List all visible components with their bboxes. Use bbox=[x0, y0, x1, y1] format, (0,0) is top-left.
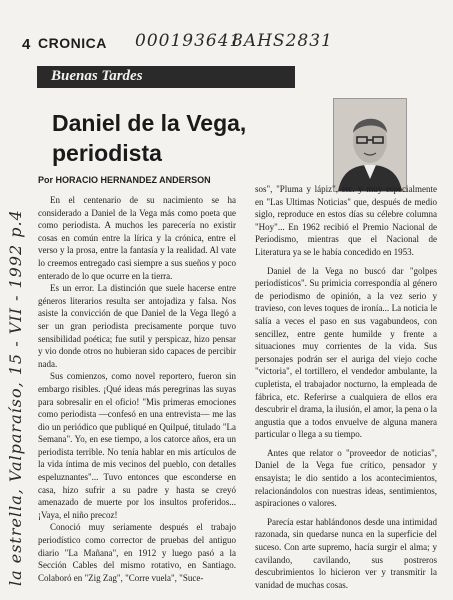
paragraph: Conoció muy seriamente después el trabajo periodístico como corrector de pruebas del antiguo diario "La Mañana", en 1912 y luego pasó a la Sección Cables del mismo rotativo, en Santiago. Colaboró en "Zig Zag", "Corre vuela", "Suce- bbox=[38, 522, 236, 583]
paragraph: Sus comienzos, como novel reportero, fueron sin embargo risibles. ¡Qué ideas más peregrinas las suyas para sobresalir en el oficio! "Mis primeras emociones como periodista —confesó en una entrevista— me las dio un periódico que publiqué en Quilpué, titulado "La Semana". Yo, en ese tiempo, a los catorce años, era un periodista terrible. No tenía hablar en mis artículos de la vida íntima de mis vecinos del pueblo, con detalles espeluznantes"... Tuvo entonces que esconderse en casa, hizo sufrir a su padre y hasta se creyó amenazado de muerte por los insultos proferidos... ¡Vaya, el niño precoz! bbox=[38, 371, 236, 520]
section-title: CRONICA bbox=[38, 35, 107, 51]
paragraph: Antes que relator o "proveedor de noticias", Daniel de la Vega fue crítico, pensador y ensayista; le dio sentido a los acontecimientos, relacionándolos con nuestras ideas, sentimientos, aspiraciones o valores. bbox=[255, 447, 437, 509]
paragraph: Daniel de la Vega no buscó dar "golpes periodísticos". Su primicia correspondía al género de periodismo de opinión, a la vez serio y travieso, con leves toques de ironía... La noticia le salía a veces el paso en sus vagabundeos, con sencillez, entre gente humilde y frente a situaciones muy corrientes de la vida. Sus personajes podrán ser el auriga del viejo coche "victoria", el tortillero, el vendedor ambulante, la cupletista, el trabajador nocturno, la empleada de fábrica, etc. Referirse a cualquiera de ellos era descubrir el drama, la ilusión, el amor, la pena o la angustia que a todos envuelve de alguna manera particular o llega a su tiempo. bbox=[255, 265, 437, 440]
article-column-2 bbox=[255, 183, 437, 591]
page-number: 4 bbox=[22, 36, 31, 53]
paragraph: sos", "Pluma y lápiz", etc. y muy especialmente en "Las Ultimas Noticias" que, después de medio siglo, reproduce en estos días su célebre columna "Hoy"... En 1962 recibió el Premio Nacional de Periodismo, mientras que el Nacional de Literatura ya se le había concedido en 1953. bbox=[255, 184, 437, 257]
author-photo bbox=[333, 98, 407, 192]
handwritten-source-date: la estrella, Valparaíso, 15 - VII - 1992 p.4 bbox=[6, 209, 25, 586]
handwritten-archive-code-2: 8AHS2831 bbox=[232, 31, 333, 51]
paragraph: En el centenario de su nacimiento se ha considerado a Daniel de la Vega más como poeta que como periodista. A muchos les parecería no existir cosas en común entre la lírica y la crónica, entre el verso y la prosa, entre la fantasía y la realidad. Al vate lo creemos entregado casi siempre a sus sueños y poco enterado de lo que ocurre en la tierra. bbox=[38, 195, 236, 281]
article-column-1 bbox=[38, 194, 236, 584]
article-author: Por HORACIO HERNANDEZ ANDERSON bbox=[38, 175, 211, 185]
banner-label: Buenas Tardes bbox=[51, 68, 143, 84]
portrait-illustration bbox=[334, 99, 406, 191]
paragraph: Es un error. La distinción que suele hacerse entre géneros literarios resulta ser antojadiza y falsa. Nos asiste la convicción de que Daniel de la Vega llegó a ser un gran periodista precisamente porque tuvo sensibilidad poética; fue sutil y perspicaz, hizo pensar y vio donde otros no hubieran sido capaces de percibir nada. bbox=[38, 283, 236, 369]
handwritten-archive-code: 000193641 bbox=[135, 31, 242, 51]
column-banner bbox=[37, 66, 295, 88]
article-title: Daniel de la Vega, periodista bbox=[52, 110, 247, 166]
paragraph: Parecía estar hablándonos desde una intimidad razonada, sin quedarse nunca en la superficie del suceso. Con arte supremo, hacía surgir el alma; y cavilando, cavilando, sus postreros descubrimientos lo hicieron ver y transmitir la vanidad de muchas cosas. bbox=[255, 516, 437, 590]
